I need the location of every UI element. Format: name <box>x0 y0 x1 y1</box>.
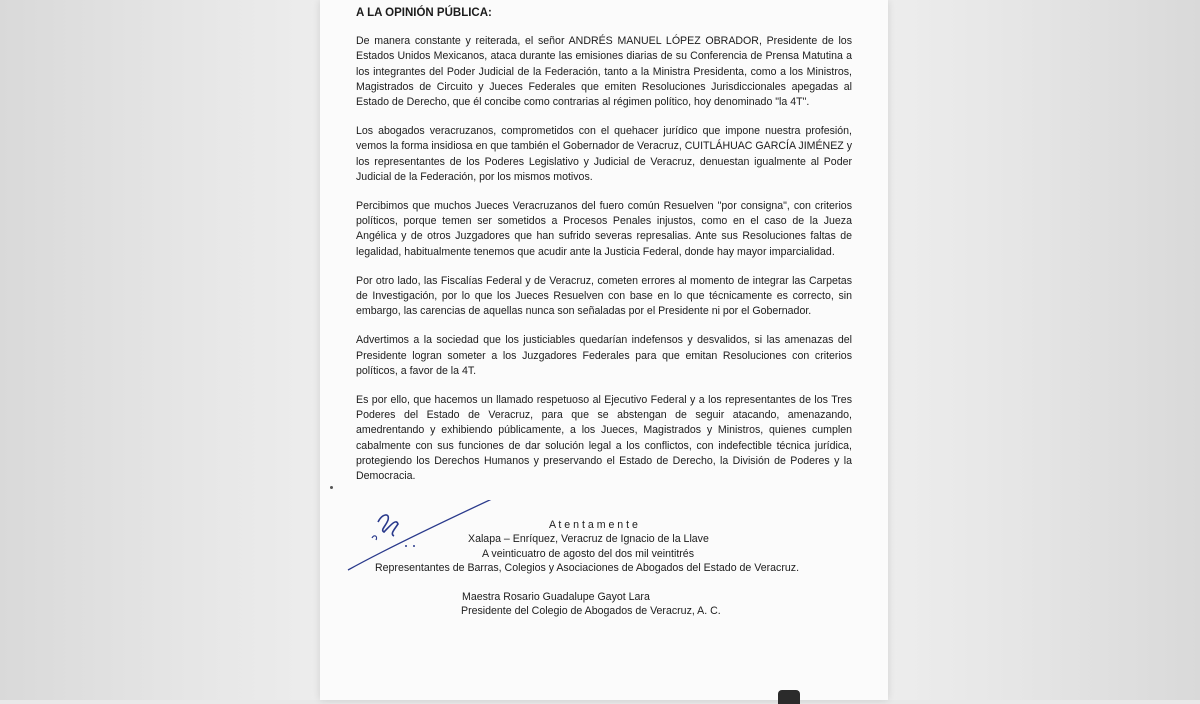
paragraph-5: Advertimos a la sociedad que los justiciables quedarían indefensos y desvalidos, si las amenazas del Presidente logran someter a los Juzgadores Federales para que emitan Resoluciones con criterios políticos, a favor de la 4T. <box>356 334 852 377</box>
paragraph-2: Los abogados veracruzanos, comprometidos con el quehacer jurídico que impone nuestra profesión, vemos la forma insidiosa en que también el Gobernador de Veracruz, CUITLÁHUAC GARCÍA JIMÉNEZ y los representantes de los Poderes Legislativo y Judicial de Veracruz, denuestan igualmente al Poder Judicial de la Federación, por los mismos motivos. <box>356 125 852 183</box>
signer-title: Presidente del Colegio de Abogados de Veracruz, A. C. <box>461 605 721 617</box>
margin-mark <box>330 486 333 489</box>
brand-logo-icon <box>778 690 800 704</box>
closing-signatories: Representantes de Barras, Colegios y Asociaciones de Abogados del Estado de Veracruz. <box>375 562 800 574</box>
closing-salutation: A t e n t a m e n t e <box>549 519 638 531</box>
document-body <box>356 6 852 498</box>
signer-name: Maestra Rosario Guadalupe Gayot Lara <box>462 591 650 603</box>
document-heading: A LA OPINIÓN PÚBLICA: <box>356 7 492 19</box>
paragraph-3: Percibimos que muchos Jueces Veracruzanos del fuero común Resuelven "por consigna", con criterios políticos, porque temen ser sometidos a Procesos Penales injustos, como en el caso de la Jueza Angélica y de otros Juzgadores que han sufrido severas represalias. Ante sus Resoluciones faltas de legalidad, habitualmente tenemos que acudir ante la Justicia Federal, donde hay mayor imparcialidad. <box>356 200 852 258</box>
paragraph-4: Por otro lado, las Fiscalías Federal y de Veracruz, cometen errores al momento de integrar las Carpetas de Investigación, por lo que los Jueces Resuelven con base en lo que técnicamente es correcto, sin embargo, las carencias de aquellas nunca son señaladas por el Presidente ni por el Gobernador. <box>356 274 852 318</box>
document-page <box>320 0 888 700</box>
paragraph-1: De manera constante y reiterada, el señor ANDRÉS MANUEL LÓPEZ OBRADOR, Presidente de los Estados Unidos Mexicanos, ataca durante las emisiones diarias de su Conferencia de Prensa Matutina a los integrantes del Poder Judicial de la Federación, tanto a la Ministra Presidenta, como a los Ministros, Magistrados de Circuito y Jueces Federales que emiten Resoluciones Jurisdiccionales apegadas al Estado de Derecho, que él concibe como contrarias al régimen político, hoy denominado "la 4T". <box>356 35 852 109</box>
closing-date: A veinticuatro de agosto del dos mil veintitrés <box>482 548 694 560</box>
blurred-background-left <box>0 0 320 700</box>
paragraph-6: Es por ello, que hacemos un llamado respetuoso al Ejecutivo Federal y a los representantes de los Tres Poderes del Estado de Veracruz, para que se abstengan de seguir atacando, amenazando, amedrentando y exhibiendo públicamente, a los Jueces, Magistrados y Ministros, quienes cumplen cabalmente con sus funciones de dar solución legal a los conflictos, con indefectible técnica jurídica, protegiendo los Derechos Humanos y preservando el Estado de Derecho, la División de Poderes y la Democracia. <box>356 394 852 483</box>
blurred-background-right <box>888 0 1200 700</box>
closing-place: Xalapa – Enríquez, Veracruz de Ignacio de la Llave <box>468 533 709 545</box>
